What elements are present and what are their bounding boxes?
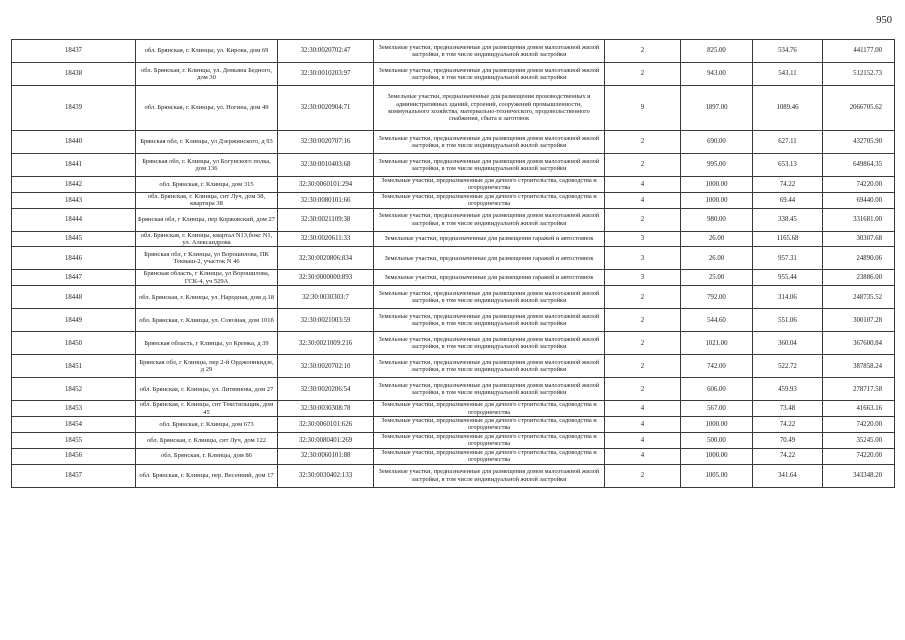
- area-cell: 825.00: [681, 40, 753, 63]
- area-cell: 1000.00: [681, 192, 753, 208]
- category-code-cell: 2: [605, 464, 681, 487]
- cadastral-number-cell: 32:30:0020806:834: [278, 247, 374, 270]
- cadastral-number-cell: 32:30:0021009:216: [278, 332, 374, 355]
- category-code-cell: 2: [605, 208, 681, 231]
- address-cell: обл. Брянская, г. Клинцы, квартал N13,бокс N1, ул. Александрова: [136, 231, 278, 247]
- area-cell: 742.00: [681, 355, 753, 378]
- address-cell: обл. Брянская, г. Клинцы, ул. Ногина, дом 49: [136, 86, 278, 131]
- cadastral-value-cell: 41663.16: [823, 401, 895, 417]
- category-code-cell: 4: [605, 192, 681, 208]
- category-code-cell: 4: [605, 177, 681, 193]
- cadastral-number-cell: 32:30:0030308:78: [278, 401, 374, 417]
- record-id-cell: 18454: [12, 417, 136, 433]
- table-body: [12, 40, 895, 488]
- cadastral-number-cell: 32:30:0020904:71: [278, 86, 374, 131]
- category-code-cell: 2: [605, 332, 681, 355]
- cadastral-value-cell: 367600.84: [823, 332, 895, 355]
- cadastral-value-cell: 331681.00: [823, 208, 895, 231]
- area-cell: 943.00: [681, 63, 753, 86]
- land-use-cell: Земельные участки, предназначенные для размещения домов малоэтажной жилой застройки, в том числе индивидуальной жилой застройки: [374, 332, 605, 355]
- cadastral-number-cell: 32:30:0000000:893: [278, 270, 374, 286]
- unit-value-cell: 70.49: [753, 432, 823, 448]
- address-cell: обл. Брянская, г. Клинцы, дом 86: [136, 448, 278, 464]
- land-use-cell: Земельные участки, предназначенные для размещения гаражей и автостоянок: [374, 270, 605, 286]
- record-id-cell: 18445: [12, 231, 136, 247]
- land-use-cell: Земельные участки, предназначенные для размещения гаражей и автостоянок: [374, 247, 605, 270]
- record-id-cell: 18448: [12, 286, 136, 309]
- address-cell: обл. Брянская, г. Клинцы, снт Текстильщик, дом 45: [136, 401, 278, 417]
- address-cell: обл. Брянская, г. Клинцы, дом 673: [136, 417, 278, 433]
- land-use-cell: Земельные участки, предназначенные для дачного строительства, садоводства и огородничества: [374, 417, 605, 433]
- record-id-cell: 18455: [12, 432, 136, 448]
- address-cell: обл. Брянская, г. Клинцы, пер. Весенний, дом 17: [136, 464, 278, 487]
- address-cell: обл. Брянская, г. Клинцы, ул. Народная, дом д.18: [136, 286, 278, 309]
- unit-value-cell: 314.06: [753, 286, 823, 309]
- unit-value-cell: 1089.46: [753, 86, 823, 131]
- cadastral-number-cell: 32:30:0020702:47: [278, 40, 374, 63]
- category-code-cell: 2: [605, 286, 681, 309]
- cadastral-value-cell: 2066705.62: [823, 86, 895, 131]
- record-id-cell: 18439: [12, 86, 136, 131]
- unit-value-cell: 957.31: [753, 247, 823, 270]
- address-cell: Брянская обл, г. Клинцы, ул Богунского полка, дом 136: [136, 154, 278, 177]
- unit-value-cell: 522.72: [753, 355, 823, 378]
- cadastral-number-cell: 32:30:0010403:68: [278, 154, 374, 177]
- address-cell: обл. Брянская, г. Клинцы, снт Луч, дом 122: [136, 432, 278, 448]
- record-id-cell: 18441: [12, 154, 136, 177]
- unit-value-cell: 338.45: [753, 208, 823, 231]
- cadastral-value-cell: 74220.00: [823, 448, 895, 464]
- cadastral-value-cell: 74220.00: [823, 417, 895, 433]
- category-code-cell: 4: [605, 417, 681, 433]
- area-cell: 567.00: [681, 401, 753, 417]
- land-use-cell: Земельные участки, предназначенные для размещения домов малоэтажной жилой застройки, в том числе индивидуальной жилой застройки: [374, 378, 605, 401]
- cadastral-number-cell: 32:30:0030402:133: [278, 464, 374, 487]
- table-row: [12, 40, 895, 63]
- unit-value-cell: 74.22: [753, 417, 823, 433]
- record-id-cell: 18442: [12, 177, 136, 193]
- land-use-cell: Земельные участки, предназначенные для размещения домов малоэтажной жилой застройки, в том числе индивидуальной жилой застройки: [374, 208, 605, 231]
- category-code-cell: 4: [605, 448, 681, 464]
- address-cell: Брянская область, г Клинцы, ул Ворошилова, ГСК-4, уч 529А: [136, 270, 278, 286]
- unit-value-cell: 653.13: [753, 154, 823, 177]
- area-cell: 995.00: [681, 154, 753, 177]
- category-code-cell: 2: [605, 40, 681, 63]
- cadastral-number-cell: 32:30:0060101:88: [278, 448, 374, 464]
- cadastral-value-table: [11, 39, 895, 488]
- area-cell: 1000.00: [681, 417, 753, 433]
- area-cell: 792.00: [681, 286, 753, 309]
- address-cell: обл. Брянская, г. Клинцы, ул. Литвинова, дом 27: [136, 378, 278, 401]
- record-id-cell: 18440: [12, 131, 136, 154]
- land-use-cell: Земельные участки, предназначенные для размещения домов малоэтажной жилой застройки, в том числе индивидуальной жилой застройки: [374, 40, 605, 63]
- cadastral-value-cell: 300107.28: [823, 309, 895, 332]
- area-cell: 1005.00: [681, 464, 753, 487]
- land-use-cell: Земельные участки, предназначенные для размещения домов малоэтажной жилой застройки, в том числе индивидуальной жилой застройки: [374, 309, 605, 332]
- cadastral-number-cell: 32:30:0020206:54: [278, 378, 374, 401]
- cadastral-value-cell: 248735.52: [823, 286, 895, 309]
- record-id-cell: 18446: [12, 247, 136, 270]
- address-cell: обл. Брянская, г. Клинцы, ул. Кирова, дом 69: [136, 40, 278, 63]
- unit-value-cell: 955.44: [753, 270, 823, 286]
- record-id-cell: 18451: [12, 355, 136, 378]
- page-number: 950: [876, 15, 892, 26]
- cadastral-value-cell: 24890.06: [823, 247, 895, 270]
- address-cell: обл. Брянская, г. Клинцы, ул. Союзная, дом 101б: [136, 309, 278, 332]
- table-row: [12, 247, 895, 270]
- cadastral-number-cell: 32:30:0020702:10: [278, 355, 374, 378]
- record-id-cell: 18457: [12, 464, 136, 487]
- area-cell: 26.00: [681, 231, 753, 247]
- area-cell: 690.00: [681, 131, 753, 154]
- cadastral-value-cell: 278717.58: [823, 378, 895, 401]
- unit-value-cell: 74.22: [753, 177, 823, 193]
- table-row: [12, 464, 895, 487]
- area-cell: 544.60: [681, 309, 753, 332]
- area-cell: 26.00: [681, 247, 753, 270]
- category-code-cell: 3: [605, 270, 681, 286]
- category-code-cell: 2: [605, 309, 681, 332]
- cadastral-number-cell: 32:30:0020707:16: [278, 131, 374, 154]
- unit-value-cell: 459.93: [753, 378, 823, 401]
- area-cell: 500.00: [681, 432, 753, 448]
- cadastral-number-cell: 32:30:0021109:38: [278, 208, 374, 231]
- table-row: [12, 270, 895, 286]
- table-row: [12, 177, 895, 193]
- land-use-cell: Земельные участки, предназначенные для дачного строительства, садоводства и огородничества: [374, 401, 605, 417]
- cadastral-value-cell: 69440.00: [823, 192, 895, 208]
- category-code-cell: 2: [605, 131, 681, 154]
- cadastral-value-cell: 35245.00: [823, 432, 895, 448]
- category-code-cell: 3: [605, 231, 681, 247]
- address-cell: обл. Брянская, г. Клинцы, дом 315: [136, 177, 278, 193]
- land-use-cell: Земельные участки, предназначенные для размещения домов малоэтажной жилой застройки, в том числе индивидуальной жилой застройки: [374, 355, 605, 378]
- table-row: [12, 332, 895, 355]
- unit-value-cell: 551.06: [753, 309, 823, 332]
- land-use-cell: Земельные участки, предназначенные для дачного строительства, садоводства и огородничества: [374, 177, 605, 193]
- area-cell: 1897.00: [681, 86, 753, 131]
- category-code-cell: 2: [605, 154, 681, 177]
- area-cell: 980.00: [681, 208, 753, 231]
- address-cell: Брянская обл, г Клинцы, пер 2-й Орджоникидзе, д 29: [136, 355, 278, 378]
- cadastral-number-cell: 32:30:0080401:269: [278, 432, 374, 448]
- record-id-cell: 18456: [12, 448, 136, 464]
- address-cell: Брянская обл, г Клинцы, ул Ворошилова, ПК Текмаш-2, участок N 46: [136, 247, 278, 270]
- cadastral-value-cell: 512152.73: [823, 63, 895, 86]
- table-row: [12, 309, 895, 332]
- category-code-cell: 4: [605, 432, 681, 448]
- cadastral-value-cell: 387858.24: [823, 355, 895, 378]
- cadastral-value-cell: 343348.20: [823, 464, 895, 487]
- area-cell: 1000.00: [681, 177, 753, 193]
- land-use-cell: Земельные участки, предназначенные для размещения гаражей и автостоянок: [374, 231, 605, 247]
- unit-value-cell: 74.22: [753, 448, 823, 464]
- unit-value-cell: 73.48: [753, 401, 823, 417]
- unit-value-cell: 627.11: [753, 131, 823, 154]
- category-code-cell: 2: [605, 63, 681, 86]
- cadastral-number-cell: 32:30:0020611:33: [278, 231, 374, 247]
- land-use-cell: Земельные участки, предназначенные для размещения домов малоэтажной жилой застройки, в том числе индивидуальной жилой застройки: [374, 464, 605, 487]
- cadastral-value-cell: 649864.35: [823, 154, 895, 177]
- cadastral-number-cell: 32:30:0021003:59: [278, 309, 374, 332]
- unit-value-cell: 1165.68: [753, 231, 823, 247]
- table-row: [12, 401, 895, 417]
- address-cell: Брянская обл, г. Клинцы, ул Дзержинского, д 93: [136, 131, 278, 154]
- table-row: [12, 355, 895, 378]
- category-code-cell: 4: [605, 401, 681, 417]
- unit-value-cell: 69.44: [753, 192, 823, 208]
- table-row: [12, 231, 895, 247]
- area-cell: 1000.00: [681, 448, 753, 464]
- unit-value-cell: 360.04: [753, 332, 823, 355]
- table-row: [12, 208, 895, 231]
- table-row: [12, 417, 895, 433]
- cadastral-value-cell: 432705.90: [823, 131, 895, 154]
- record-id-cell: 18453: [12, 401, 136, 417]
- cadastral-number-cell: 32:30:0010203:97: [278, 63, 374, 86]
- land-use-cell: Земельные участки, предназначенные для дачного строительства, садоводства и огородничества: [374, 448, 605, 464]
- cadastral-value-cell: 23886.00: [823, 270, 895, 286]
- address-cell: Брянская обл, г Клинцы, пер Коржовский, дом 27: [136, 208, 278, 231]
- table-row: [12, 63, 895, 86]
- land-use-cell: Земельные участки, предназначенные для размещения домов малоэтажной жилой застройки, в том числе индивидуальной жилой застройки: [374, 286, 605, 309]
- table-row: [12, 154, 895, 177]
- table-row: [12, 286, 895, 309]
- category-code-cell: 3: [605, 247, 681, 270]
- category-code-cell: 2: [605, 378, 681, 401]
- address-cell: обл. Брянская, г. Клинцы, снт Луч, дом 38, квартира 38: [136, 192, 278, 208]
- area-cell: 25.00: [681, 270, 753, 286]
- record-id-cell: 18437: [12, 40, 136, 63]
- land-use-cell: Земельные участки, предназначенные для дачного строительства, садоводства и огородничества: [374, 192, 605, 208]
- unit-value-cell: 543.11: [753, 63, 823, 86]
- unit-value-cell: 341.64: [753, 464, 823, 487]
- area-cell: 1021.00: [681, 332, 753, 355]
- category-code-cell: 2: [605, 355, 681, 378]
- cadastral-number-cell: 32:30:0030303:7: [278, 286, 374, 309]
- record-id-cell: 18447: [12, 270, 136, 286]
- cadastral-value-cell: 74220.00: [823, 177, 895, 193]
- table-row: [12, 448, 895, 464]
- record-id-cell: 18452: [12, 378, 136, 401]
- address-cell: обл. Брянская, г. Клинцы, ул. Демьяна Бедного, дом 30: [136, 63, 278, 86]
- record-id-cell: 18444: [12, 208, 136, 231]
- table-row: [12, 131, 895, 154]
- category-code-cell: 9: [605, 86, 681, 131]
- record-id-cell: 18438: [12, 63, 136, 86]
- record-id-cell: 18443: [12, 192, 136, 208]
- address-cell: Брянская область, г Клинцы, ул Кремка, д 39: [136, 332, 278, 355]
- area-cell: 606.00: [681, 378, 753, 401]
- land-use-cell: Земельные участки, предназначенные для размещения производственных и административных зданий, строений, сооружений промышленности, коммунального хозяйства, материально-технического, продовольственного снабжения, сбыта и заготовок: [374, 86, 605, 131]
- record-id-cell: 18449: [12, 309, 136, 332]
- cadastral-number-cell: 32:30:0080101:66: [278, 192, 374, 208]
- cadastral-value-cell: 30307.68: [823, 231, 895, 247]
- table-row: [12, 432, 895, 448]
- land-use-cell: Земельные участки, предназначенные для размещения домов малоэтажной жилой застройки, в том числе индивидуальной жилой застройки: [374, 131, 605, 154]
- land-use-cell: Земельные участки, предназначенные для дачного строительства, садоводства и огородничества: [374, 432, 605, 448]
- land-use-cell: Земельные участки, предназначенные для размещения домов малоэтажной жилой застройки, в том числе индивидуальной жилой застройки: [374, 63, 605, 86]
- table-row: [12, 378, 895, 401]
- cadastral-number-cell: 32:30:0060101:294: [278, 177, 374, 193]
- table-row: [12, 86, 895, 131]
- cadastral-value-cell: 441177.00: [823, 40, 895, 63]
- record-id-cell: 18450: [12, 332, 136, 355]
- table-row: [12, 192, 895, 208]
- cadastral-number-cell: 32:30:0060101:626: [278, 417, 374, 433]
- unit-value-cell: 534.76: [753, 40, 823, 63]
- land-use-cell: Земельные участки, предназначенные для размещения домов малоэтажной жилой застройки, в том числе индивидуальной жилой застройки: [374, 154, 605, 177]
